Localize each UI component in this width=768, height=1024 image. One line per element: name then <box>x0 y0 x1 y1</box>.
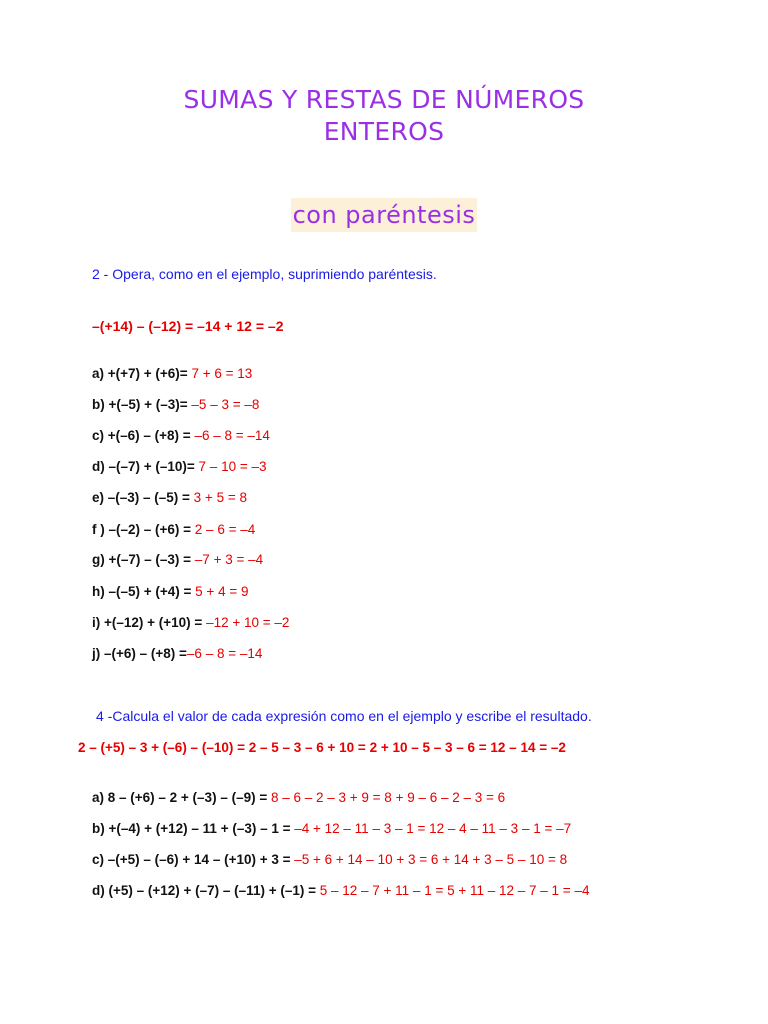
answer: –6 – 8 = –14 <box>190 428 270 443</box>
exercise-2h <box>92 584 248 599</box>
question: h) –(–5) + (+4) = <box>92 584 192 599</box>
answer: 5 – 12 – 7 + 11 – 1 = 5 + 11 – 12 – 7 – 1 = –4 <box>315 883 590 898</box>
title-line-2: ENTEROS <box>323 117 445 146</box>
question: d) (+5) – (+12) + (–7) – (–11) + (–1) = <box>92 883 316 898</box>
answer: 8 – 6 – 2 – 3 + 9 = 8 + 9 – 6 – 2 – 3 = 6 <box>267 790 506 805</box>
question: f ) –(–2) – (+6) = <box>92 522 192 537</box>
question: g) +(–7) – (–3) = <box>92 552 192 567</box>
question: c) +(–6) – (+8) = <box>92 428 191 443</box>
answer: 5 + 4 = 9 <box>191 584 249 599</box>
answer: –6 – 8 = –14 <box>186 646 263 661</box>
subtitle: con paréntesis <box>291 198 478 232</box>
exercise-2j <box>92 646 262 661</box>
example-2: –(+14) – (–12) = –14 + 12 = –2 <box>92 318 284 334</box>
answer: 7 + 6 = 13 <box>187 366 253 381</box>
exercise-2e <box>92 490 247 505</box>
exercise-2d <box>92 459 266 474</box>
instruction-2: 2 - Opera, como en el ejemplo, suprimiendo paréntesis. <box>92 266 437 282</box>
exercise-4a <box>92 790 505 805</box>
question: a) +(+7) + (+6)= <box>92 366 188 381</box>
answer: 7 – 10 = –3 <box>194 459 267 474</box>
answer: –5 – 3 = –8 <box>187 397 260 412</box>
exercise-2g <box>92 552 263 567</box>
question: d) –(–7) + (–10)= <box>92 459 195 474</box>
instruction-4: 4 -Calcula el valor de cada expresión como en el ejemplo y escribe el resultado. <box>96 708 592 724</box>
subtitle-wrap <box>0 198 768 232</box>
exercise-4d <box>92 883 589 898</box>
answer: –4 + 12 – 11 – 3 – 1 = 12 – 4 – 11 – 3 – 1 = –7 <box>290 821 572 836</box>
question: e) –(–3) – (–5) = <box>92 490 190 505</box>
exercise-4c <box>92 852 567 867</box>
answer: 2 – 6 = –4 <box>191 522 256 537</box>
exercise-2f <box>92 522 255 537</box>
exercise-4b <box>92 821 571 836</box>
exercise-2c <box>92 428 270 443</box>
page-title <box>0 84 768 148</box>
answer: 3 + 5 = 8 <box>189 490 247 505</box>
question: b) +(–5) + (–3)= <box>92 397 188 412</box>
exercise-2i <box>92 615 289 630</box>
question: c) –(+5) – (–6) + 14 – (+10) + 3 = <box>92 852 291 867</box>
question: a) 8 – (+6) – 2 + (–3) – (–9) = <box>92 790 268 805</box>
answer: –7 + 3 = –4 <box>191 552 264 567</box>
question: i) +(–12) + (+10) = <box>92 615 203 630</box>
answer: –5 + 6 + 14 – 10 + 3 = 6 + 14 + 3 – 5 – 10 = 8 <box>290 852 568 867</box>
exercise-2a <box>92 366 252 381</box>
exercise-2b <box>92 397 259 412</box>
example-4: 2 – (+5) – 3 + (–6) – (–10) = 2 – 5 – 3 – 6 + 10 = 2 + 10 – 5 – 3 – 6 = 12 – 14 = –2 <box>78 740 566 755</box>
question: j) –(+6) – (+8) = <box>92 646 187 661</box>
question: b) +(–4) + (+12) – 11 + (–3) – 1 = <box>92 821 291 836</box>
answer: –12 + 10 = –2 <box>202 615 290 630</box>
title-line-1: SUMAS Y RESTAS DE NÚMEROS <box>183 85 585 114</box>
